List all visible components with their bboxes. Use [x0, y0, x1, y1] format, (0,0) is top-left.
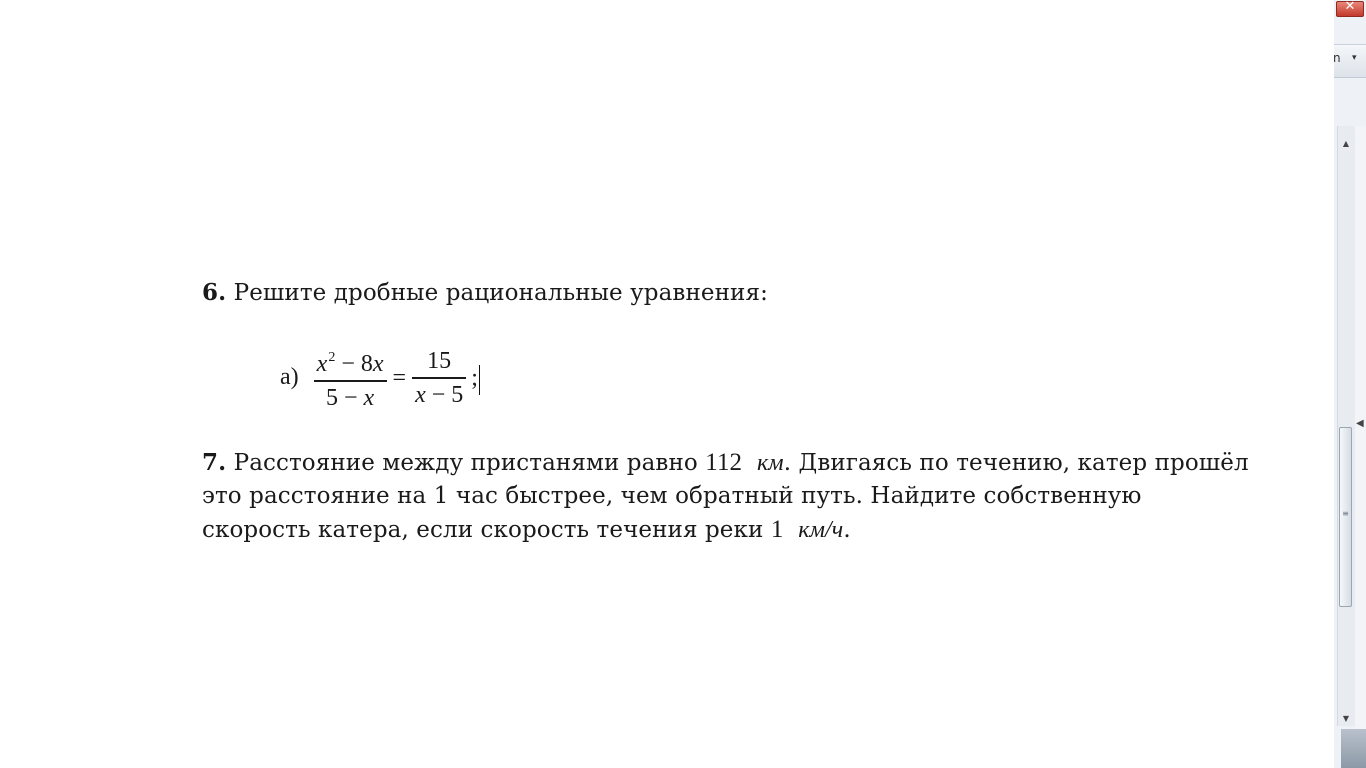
equation-label: а): [280, 363, 299, 390]
close-icon: ✕: [1344, 0, 1356, 14]
scroll-up-icon[interactable]: ▲: [1342, 139, 1350, 148]
window-corner: [1341, 729, 1366, 768]
task-7-text-1: Расстояние между пристанями равно: [226, 450, 706, 476]
task-6-text: Решите дробные рациональные уравнения:: [226, 280, 768, 306]
scrollbar-grip-icon: ≡: [1342, 509, 1349, 518]
task-6-number: 6.: [202, 279, 227, 306]
equation-terminator: ;: [471, 364, 478, 391]
task-7-number: 7.: [202, 449, 227, 476]
speed-value: 1: [770, 516, 784, 543]
task-7-text-2: . Двигаясь по течению, катер прошёл это расстояние на 1 час быстрее, чем обратный путь. Найдите собственную скорость катера, если скорость течения реки: [202, 450, 1249, 543]
equation-6a: [280, 342, 480, 414]
task-7-text-3: .: [843, 517, 851, 543]
ribbon-partial-label[interactable]: n: [1333, 51, 1341, 65]
ribbon-dropdown-icon[interactable]: ▾: [1352, 53, 1357, 63]
collapse-panel-icon[interactable]: ◀: [1356, 418, 1364, 429]
right-numerator: 15: [427, 348, 452, 375]
left-numerator: $x^2 - 8x$: [316, 350, 384, 378]
equals-sign: =: [392, 364, 407, 391]
side-panel-edge: [1355, 126, 1366, 768]
left-fraction: [314, 342, 387, 413]
speed-unit: км/ч: [798, 517, 844, 543]
task-7: [202, 446, 1252, 547]
text-cursor: [479, 365, 480, 395]
distance-value: 112: [705, 449, 743, 476]
right-denominator: x − 5: [415, 381, 464, 408]
close-button[interactable]: [1336, 1, 1364, 17]
distance-unit: км: [756, 450, 784, 476]
vertical-scrollbar[interactable]: [1337, 126, 1355, 726]
right-fraction: [412, 345, 466, 410]
scroll-down-icon[interactable]: ▼: [1342, 714, 1350, 723]
task-6: [202, 276, 768, 310]
left-denominator: 5 − x: [325, 384, 375, 411]
